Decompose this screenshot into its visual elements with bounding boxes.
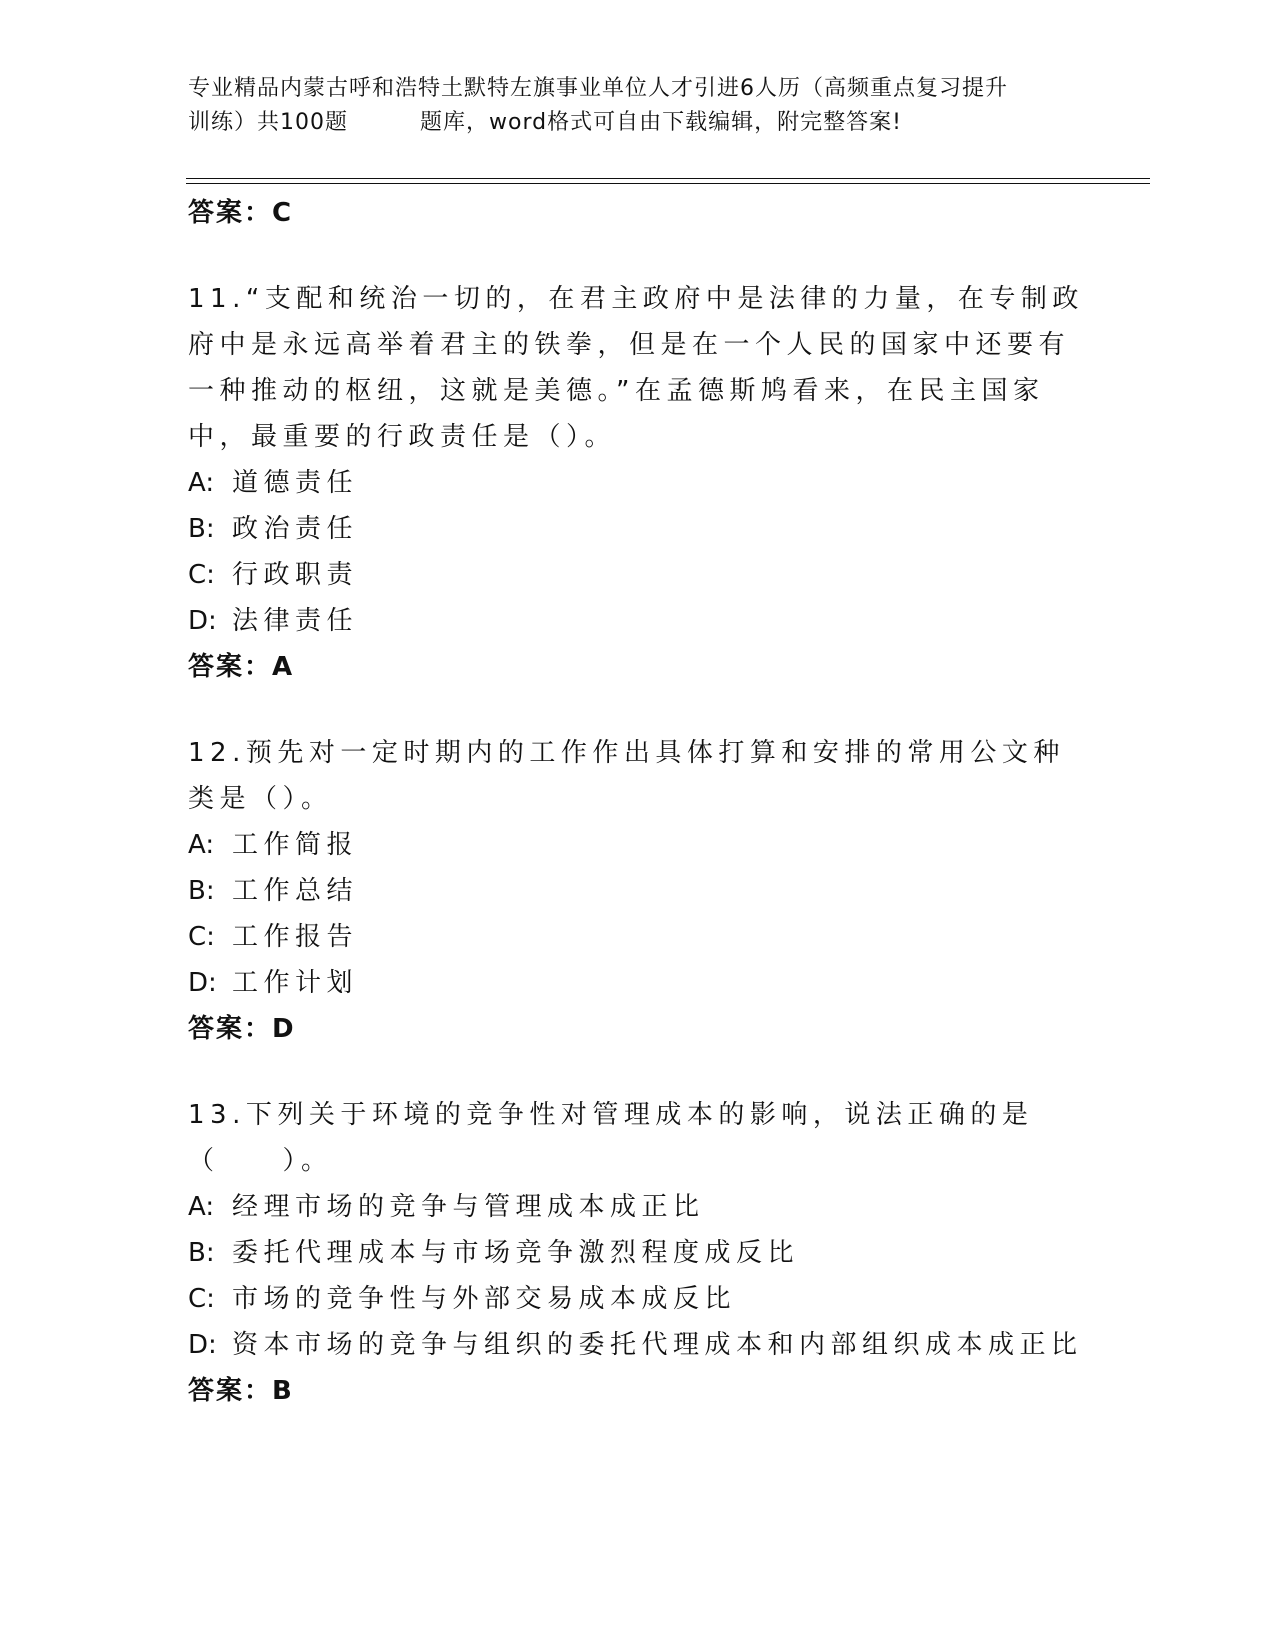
question-stem: 13.下列关于环境的竞争性对管理成本的影响，说法正确的是（ ）。: [188, 1100, 1034, 1176]
option-d: [188, 960, 1088, 1006]
option-text: 资本市场的竞争与组织的委托代理成本和内部组织成本成正比: [232, 1330, 1083, 1360]
option-text: 工作报告: [232, 922, 359, 952]
option-text: 经理市场的竞争与管理成本成正比: [232, 1192, 705, 1222]
header-line-2-part-a: 训练）共100题: [188, 110, 348, 135]
question-11: [188, 276, 1088, 690]
option-key: D:: [188, 1330, 217, 1360]
document-body: [188, 188, 1088, 1414]
option-key: C:: [188, 560, 215, 590]
answer-q11: 答案：A: [188, 652, 295, 682]
document-header: [188, 72, 1088, 140]
option-d: [188, 598, 1088, 644]
option-text: 行政职责: [232, 560, 359, 590]
option-c: [188, 914, 1088, 960]
option-c: [188, 1276, 1088, 1322]
header-rule-top: [186, 178, 1150, 179]
option-key: D:: [188, 606, 217, 636]
option-key: B:: [188, 1238, 215, 1268]
option-b: [188, 1230, 1088, 1276]
header-rule-bottom: [186, 183, 1150, 184]
option-text: 委托代理成本与市场竞争激烈程度成反比: [232, 1238, 800, 1268]
option-key: B:: [188, 514, 215, 544]
option-a: [188, 822, 1088, 868]
option-text: 工作简报: [232, 830, 359, 860]
option-text: 道德责任: [232, 468, 359, 498]
question-12: [188, 730, 1088, 1052]
option-key: C:: [188, 922, 215, 952]
option-text: 工作总结: [232, 876, 359, 906]
header-line-2-part-b: 题库，word格式可自由下载编辑，附完整答案!: [420, 110, 902, 135]
option-key: A:: [188, 468, 215, 498]
option-key: D:: [188, 968, 217, 998]
answer-q12: 答案：D: [188, 1014, 296, 1044]
answer-q13: 答案：B: [188, 1376, 294, 1406]
option-text: 法律责任: [232, 606, 359, 636]
option-d: [188, 1322, 1088, 1368]
option-key: A:: [188, 1192, 215, 1222]
question-stem: 12.预先对一定时期内的工作作出具体打算和安排的常用公文种类是（）。: [188, 738, 1065, 814]
header-line-1: 专业精品内蒙古呼和浩特土默特左旗事业单位人才引进6人历（高频重点复习提升: [188, 76, 1008, 101]
option-text: 工作计划: [232, 968, 359, 998]
option-a: [188, 1184, 1088, 1230]
question-13: [188, 1092, 1088, 1414]
option-text: 政治责任: [232, 514, 359, 544]
question-stem: 11.“支配和统治一切的，在君主政府中是法律的力量，在专制政府中是永远高举着君主的铁拳，但是在一个人民的国家中还要有一种推动的枢纽，这就是美德。”在孟德斯鸠看来，在民主国家中，最重要的行政责任是（）。: [188, 284, 1084, 452]
option-text: 市场的竞争性与外部交易成本成反比: [232, 1284, 737, 1314]
option-key: C:: [188, 1284, 215, 1314]
header-line-2: [188, 106, 1088, 140]
answer-q10: 答案：C: [188, 198, 294, 228]
option-b: [188, 868, 1088, 914]
option-b: [188, 506, 1088, 552]
option-a: [188, 460, 1088, 506]
option-key: B:: [188, 876, 215, 906]
option-c: [188, 552, 1088, 598]
option-key: A:: [188, 830, 215, 860]
